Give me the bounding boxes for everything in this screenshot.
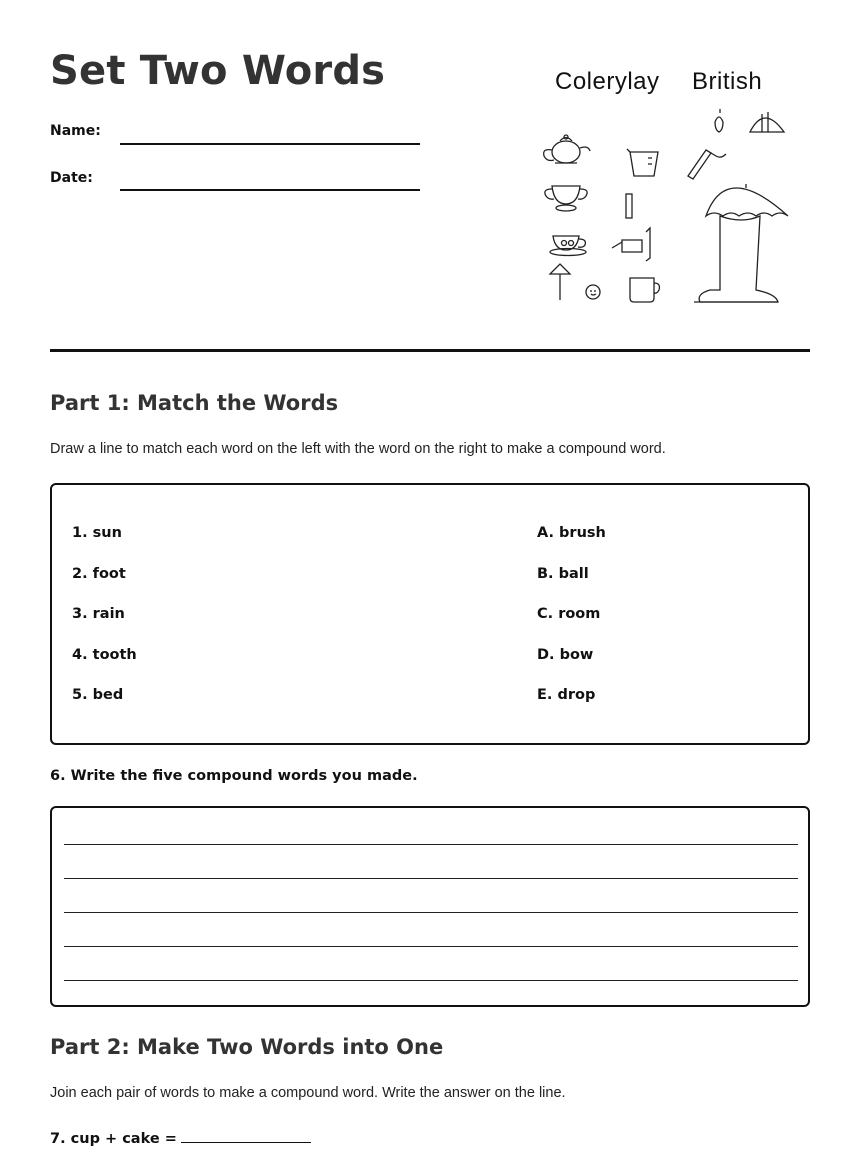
small-umbrella-icon: [750, 112, 784, 132]
left-word[interactable]: 1. sun: [72, 525, 122, 541]
right-word[interactable]: E. drop: [537, 687, 596, 703]
left-word[interactable]: 4. tooth: [72, 647, 137, 663]
writing-line[interactable]: [64, 844, 798, 845]
right-word[interactable]: B. ball: [537, 566, 589, 582]
glass-tube-icon: [626, 194, 632, 218]
header-divider: [50, 349, 810, 352]
sugar-bowl-icon: [545, 186, 587, 211]
umbrella-icon: [706, 184, 788, 216]
brand-right: British: [692, 68, 763, 95]
teacup-saucer-icon: [550, 236, 586, 256]
pen-icon: [688, 150, 726, 179]
right-word[interactable]: D. bow: [537, 647, 594, 663]
writing-line[interactable]: [64, 946, 798, 947]
rain-boot-icon: [694, 216, 778, 302]
name-label: Name:: [50, 123, 101, 139]
writing-line[interactable]: [64, 878, 798, 879]
writing-line[interactable]: [64, 980, 798, 981]
left-word[interactable]: 2. foot: [72, 566, 126, 582]
matching-box: [50, 483, 810, 745]
worksheet-title: Set Two Words: [50, 48, 386, 94]
question-6: 6. Write the five compound words you made.: [50, 768, 418, 784]
clipart-illustration: [535, 105, 800, 310]
writing-box: [50, 806, 810, 1007]
kettle-icon: [612, 228, 650, 261]
writing-line[interactable]: [64, 912, 798, 913]
cocktail-umbrella-icon: [550, 264, 600, 300]
part2-instruction: Join each pair of words to make a compound word. Write the answer on the line.: [50, 1085, 566, 1101]
right-word[interactable]: C. room: [537, 606, 601, 622]
question-7: [50, 1130, 311, 1147]
part1-heading: Part 1: Match the Words: [50, 391, 339, 415]
answer-blank[interactable]: [181, 1130, 311, 1143]
mug-icon: [630, 278, 659, 302]
name-field-line[interactable]: [120, 143, 420, 145]
part2-heading: Part 2: Make Two Words into One: [50, 1035, 444, 1059]
date-label: Date:: [50, 170, 93, 186]
question-7-text: 7. cup + cake =: [50, 1131, 177, 1147]
left-word[interactable]: 3. rain: [72, 606, 125, 622]
teaspoon-icon: [715, 109, 723, 132]
brand-left: Colerylay: [555, 68, 660, 95]
date-field-line[interactable]: [120, 189, 420, 191]
part1-instruction: Draw a line to match each word on the left with the word on the right to make a compound word.: [50, 441, 666, 457]
left-word[interactable]: 5. bed: [72, 687, 124, 703]
right-word[interactable]: A. brush: [537, 525, 606, 541]
measuring-jug-icon: [627, 149, 658, 176]
teapot-icon: [544, 135, 590, 163]
